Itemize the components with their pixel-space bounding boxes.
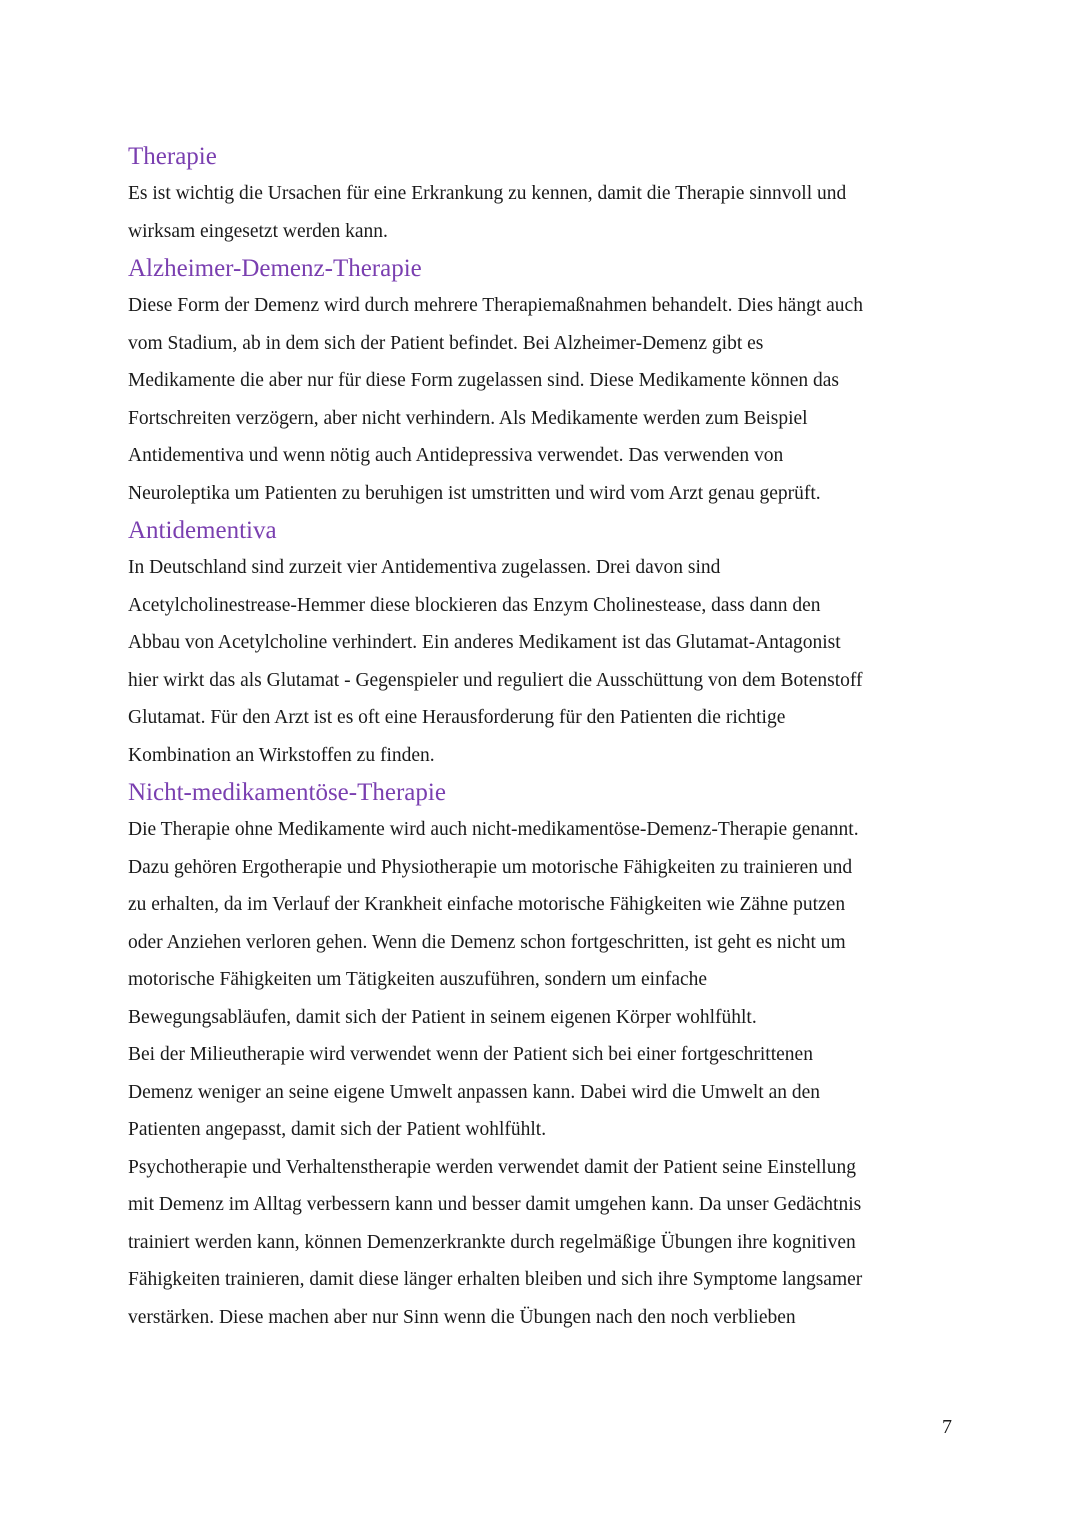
- text-line: Glutamat. Für den Arzt ist es oft eine Herausforderung für den Patienten die richtige: [128, 707, 786, 728]
- text-line: Psychotherapie und Verhaltenstherapie werden verwendet damit der Patient seine Einstellung: [128, 1156, 856, 1178]
- text-line: Die Therapie ohne Medikamente wird auch nicht-medikamentöse-Demenz-Therapie genannt.: [128, 819, 859, 840]
- text-line: verstärken. Diese machen aber nur Sinn wenn die Übungen nach den noch verblieben: [128, 1306, 796, 1328]
- body-paragraph: [128, 287, 958, 512]
- text-line: Es ist wichtig die Ursachen für eine Erkrankung zu kennen, damit die Therapie sinnvoll und: [128, 183, 847, 204]
- text-line: motorische Fähigkeiten um Tätigkeiten auszuführen, sondern um einfache: [128, 969, 708, 990]
- page-content: [128, 138, 958, 1336]
- text-line: hier wirkt das als Glutamat - Gegenspieler und reguliert die Ausschüttung von dem Botenstoff: [128, 669, 863, 691]
- text-line: Medikamente die aber nur für diese Form zugelassen sind. Diese Medikamente können das: [128, 370, 839, 391]
- body-paragraph: [128, 175, 958, 250]
- text-line: Abbau von Acetylcholine verhindert. Ein anderes Medikament ist das Glutamat-Antagonist: [128, 632, 841, 653]
- text-line: oder Anziehen verloren gehen. Wenn die Demenz schon fortgeschritten, ist geht es nicht um: [128, 931, 846, 953]
- body-paragraph: [128, 1036, 958, 1149]
- text-line: vom Stadium, ab in dem sich der Patient befindet. Bei Alzheimer-Demenz gibt es: [128, 332, 764, 354]
- page-number: 7: [942, 1416, 952, 1438]
- text-line: trainiert werden kann, können Demenzerkrankte durch regelmäßige Übungen ihre kognitiven: [128, 1231, 856, 1253]
- text-line: Fähigkeiten trainieren, damit diese länger erhalten bleiben und sich ihre Symptome langsamer: [128, 1269, 863, 1290]
- text-line: Neuroleptika um Patienten zu beruhigen ist umstritten und wird vom Arzt genau geprüft.: [128, 482, 821, 504]
- text-line: Antidementiva und wenn nötig auch Antidepressiva verwendet. Das verwenden von: [128, 445, 784, 466]
- text-line: Diese Form der Demenz wird durch mehrere Therapiemaßnahmen behandelt. Dies hängt auch: [128, 295, 863, 316]
- text-line: Patienten angepasst, damit sich der Patient wohlfühlt.: [128, 1119, 547, 1140]
- body-paragraph: [128, 1149, 958, 1337]
- section-heading: Nicht-medikamentöse-Therapie: [128, 779, 446, 806]
- text-line: Dazu gehören Ergotherapie und Physiotherapie um motorische Fähigkeiten zu trainieren und: [128, 856, 853, 878]
- text-line: zu erhalten, da im Verlauf der Krankheit einfache motorische Fähigkeiten wie Zähne putzen: [128, 894, 846, 915]
- section-heading: Alzheimer-Demenz-Therapie: [128, 255, 422, 282]
- text-line: Kombination an Wirkstoffen zu finden.: [128, 744, 435, 766]
- body-paragraph: [128, 549, 958, 774]
- section-heading: Therapie: [128, 143, 217, 170]
- body-paragraph: [128, 811, 958, 1036]
- text-line: Demenz weniger an seine eigene Umwelt anpassen kann. Dabei wird die Umwelt an den: [128, 1081, 821, 1103]
- text-line: Acetylcholinestrease-Hemmer diese blockieren das Enzym Cholinestease, dass dann den: [128, 594, 821, 616]
- text-line: Fortschreiten verzögern, aber nicht verhindern. Als Medikamente werden zum Beispiel: [128, 407, 808, 429]
- text-line: Bei der Milieutherapie wird verwendet wenn der Patient sich bei einer fortgeschrittenen: [128, 1044, 813, 1065]
- text-line: In Deutschland sind zurzeit vier Antidementiva zugelassen. Drei davon sind: [128, 557, 721, 578]
- text-line: wirksam eingesetzt werden kann.: [128, 220, 388, 242]
- section-heading: Antidementiva: [128, 517, 277, 544]
- text-line: Bewegungsabläufen, damit sich der Patient in seinem eigenen Körper wohlfühlt.: [128, 1006, 757, 1028]
- text-line: mit Demenz im Alltag verbessern kann und besser damit umgehen kann. Da unser Gedächtnis: [128, 1194, 862, 1215]
